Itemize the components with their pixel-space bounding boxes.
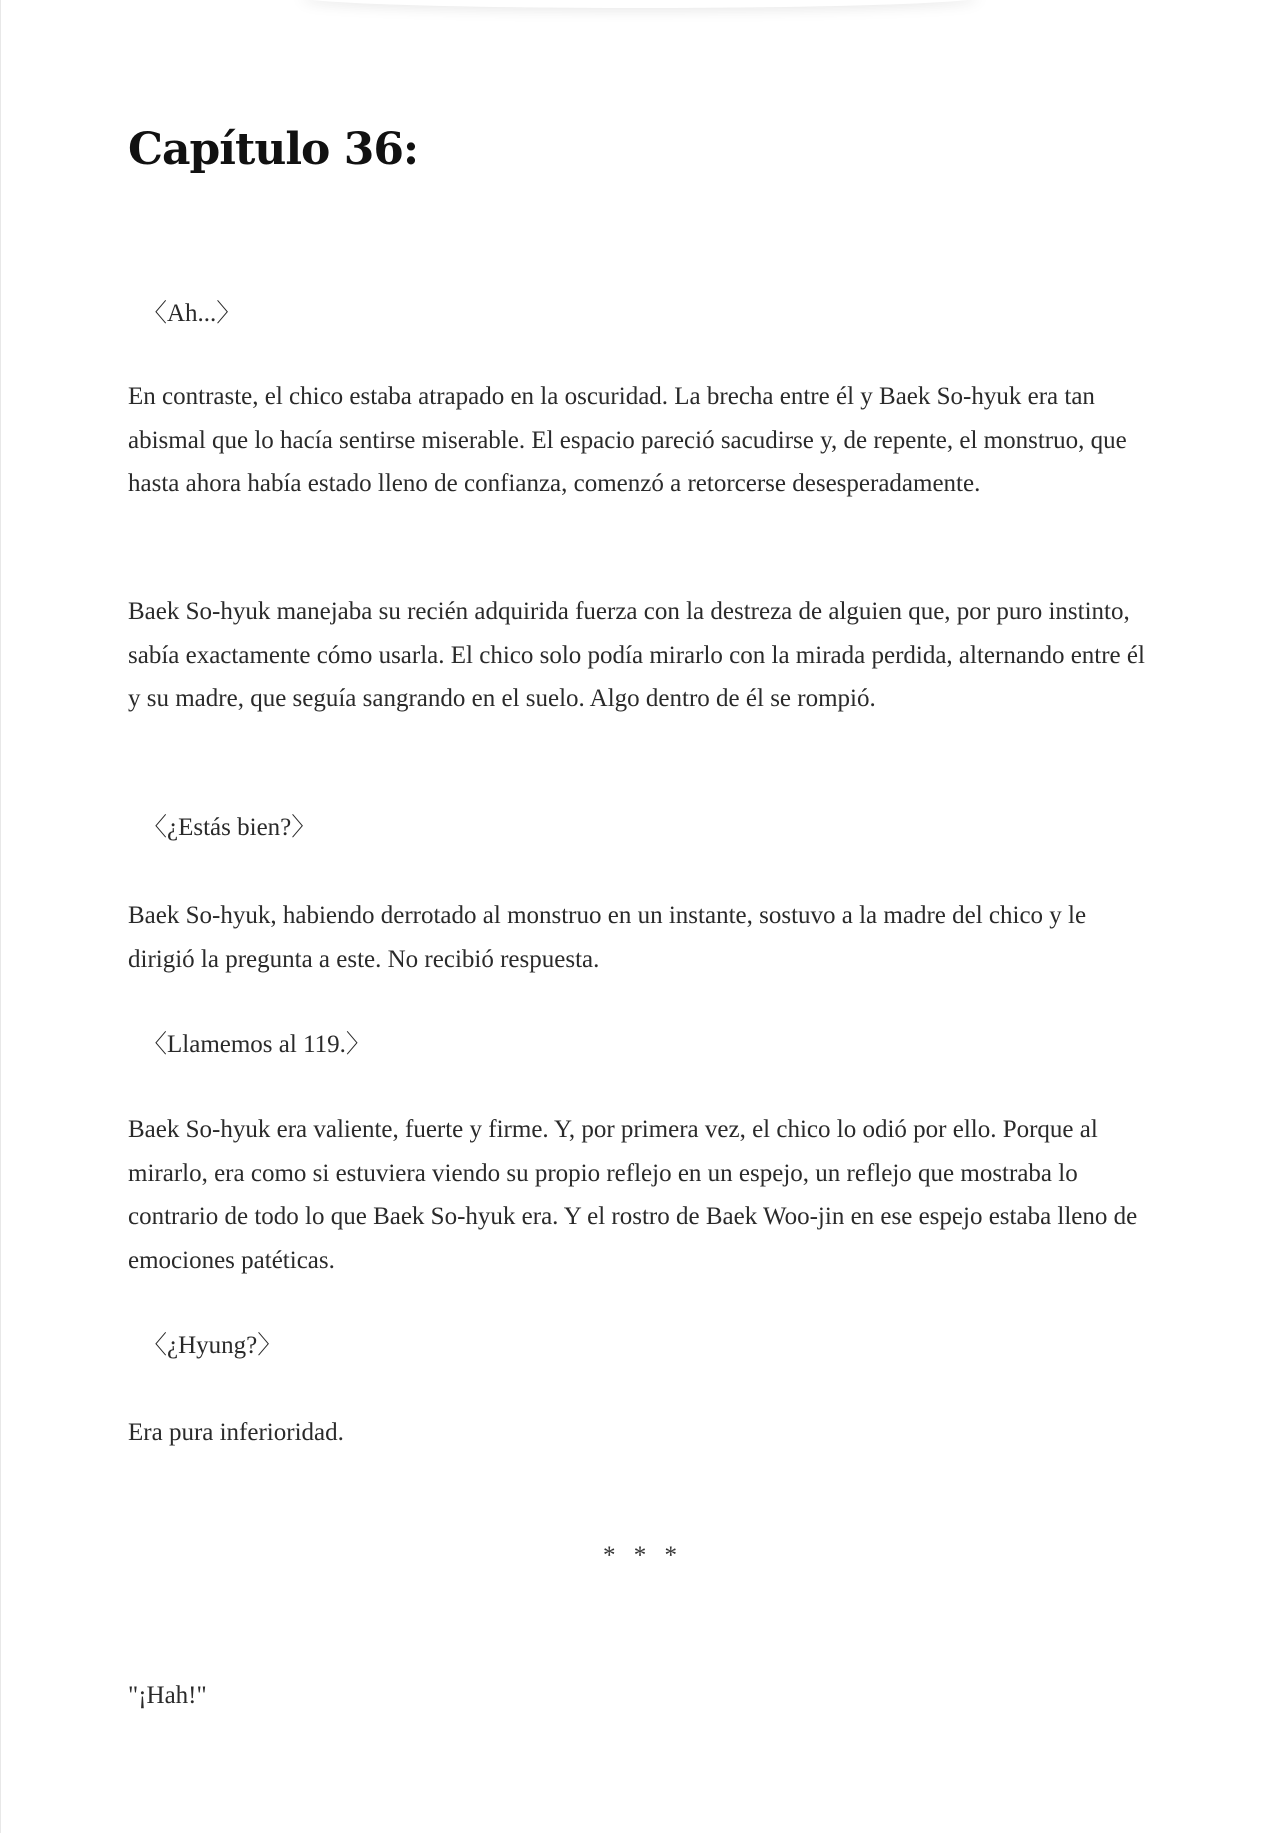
dialog-line: 〈¿Hyung?〉 (142, 1332, 283, 1359)
paragraph: Baek So-hyuk manejaba su recién adquirida fuerza con la destreza de alguien que, por puro instinto, sabía exactamente cómo usarla. El chico solo podía mirarlo con la mirada perdida, alternando entre él y su madre, que seguía sangrando en el suelo. Algo dentro de él se rompió. (128, 598, 1145, 712)
dialog-line: "¡Hah!" (128, 1682, 207, 1709)
dialog-line: 〈Llamemos al 119.〉 (142, 1031, 371, 1058)
paragraph: En contraste, el chico estaba atrapado en la oscuridad. La brecha entre él y Baek So-hyuk era tan abismal que lo hacía sentirse miserable. El espacio pareció sacudirse y, de repente, el monstruo, que hasta ahora había estado lleno de confianza, comenzó a retorcerse desesperadamente. (128, 383, 1127, 497)
dialog-line: 〈Ah...〉 (142, 300, 242, 327)
dialog-line: 〈¿Estás bien?〉 (142, 814, 317, 841)
top-shadow-decoration (300, 0, 980, 8)
paragraph: Era pura inferioridad. (128, 1419, 344, 1446)
scene-separator: * * * (603, 1542, 683, 1569)
chapter-title: Capítulo 36: (128, 124, 419, 175)
page-left-edge (0, 0, 1, 1833)
paragraph: Baek So-hyuk, habiendo derrotado al monstruo en un instante, sostuvo a la madre del chico y le dirigió la pregunta a este. No recibió respuesta. (128, 902, 1087, 973)
paragraph: Baek So-hyuk era valiente, fuerte y firme. Y, por primera vez, el chico lo odió por ello. Porque al mirarlo, era como si estuviera viendo su propio reflejo en un espejo, un reflejo que mostraba lo contrario de todo lo que Baek So-hyuk era. Y el rostro de Baek Woo-jin en ese espejo estaba lleno de emociones patéticas. (128, 1116, 1138, 1274)
